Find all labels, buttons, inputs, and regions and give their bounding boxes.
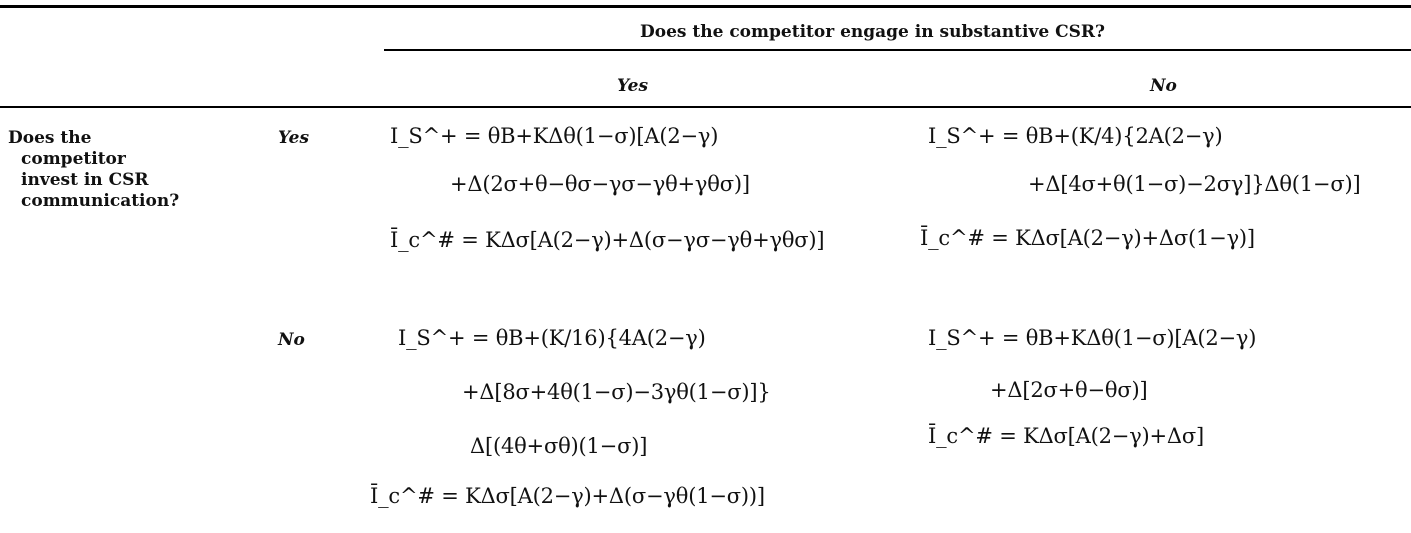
cell-no-yes-line-3: Δ[(4θ+σθ)(1−σ)] [470,434,648,458]
row-header-line: invest in CSR [21,170,149,190]
column-group-header: Does the competitor engage in substantive CSR? [640,22,1105,42]
column-header-yes: Yes [617,76,649,96]
column-group-rule [384,49,1411,51]
cell-yes-yes-line-2: +Δ(2σ+θ−θσ−γσ−γθ+γθσ)] [450,172,750,196]
row-header-line: competitor [21,149,126,169]
cell-no-yes-line-2: +Δ[8σ+4θ(1−σ)−3γθ(1−σ)]} [462,380,771,404]
cell-no-no-line-1: I_S^+ = θB+KΔθ(1−σ)[A(2−γ) [928,326,1257,350]
row-group-header [8,128,179,212]
cell-yes-yes-line-3: Ī_c^# = KΔσ[A(2−γ)+Δ(σ−γσ−γθ+γθσ)] [390,228,825,252]
cell-no-no-line-3: Ī_c^# = KΔσ[A(2−γ)+Δσ] [928,424,1205,448]
cell-no-yes-line-4: Ī_c^# = KΔσ[A(2−γ)+Δ(σ−γθ(1−σ))] [370,484,765,508]
row-header-line: communication? [21,191,180,211]
cell-no-yes-line-1: I_S^+ = θB+(K/16){4A(2−γ) [398,326,706,350]
column-header-no: No [1150,76,1177,96]
top-rule [0,5,1411,8]
cell-yes-no-line-3: Ī_c^# = KΔσ[A(2−γ)+Δσ(1−γ)] [920,226,1255,250]
cell-yes-yes-line-1: I_S^+ = θB+KΔθ(1−σ)[A(2−γ) [390,124,719,148]
row-header-line: Does the [8,128,92,148]
row-label-no: No [278,330,305,350]
cell-yes-no-line-1: I_S^+ = θB+(K/4){2A(2−γ) [928,124,1223,148]
cell-no-no-line-2: +Δ[2σ+θ−θσ)] [990,378,1148,402]
header-bottom-rule [0,106,1411,108]
row-label-yes: Yes [278,128,310,148]
cell-yes-no-line-2: +Δ[4σ+θ(1−σ)−2σγ]}Δθ(1−σ)] [1028,172,1361,196]
